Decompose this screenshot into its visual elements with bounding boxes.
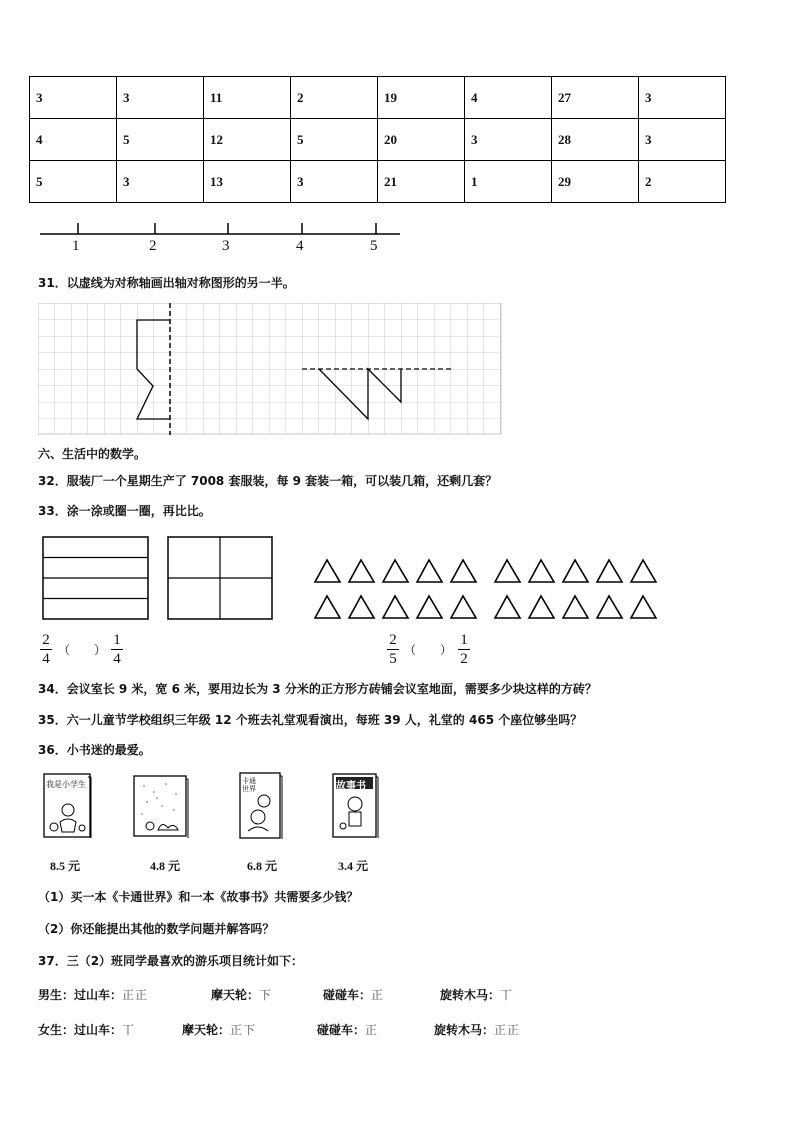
- fraction-rectangles: [42, 536, 278, 622]
- row-label: 女生：: [38, 1023, 75, 1037]
- table-cell: 27: [552, 77, 639, 119]
- book-price: 8.5 元: [50, 859, 81, 873]
- table-row: [30, 161, 726, 203]
- table-cell: 13: [204, 161, 291, 203]
- book-title: 我是小学生: [46, 780, 86, 789]
- fraction-numerator: 1: [460, 632, 468, 648]
- number-line-label: 3: [222, 238, 230, 254]
- question-32: 32．服装厂一个星期生产了 7008 套服装，每 9 套装一箱，可以装几箱，还剩几套？: [38, 474, 498, 488]
- question-37: 37．三（2）班同学最喜欢的游乐项目统计如下：: [38, 954, 304, 968]
- tally-mark: 正下: [230, 1023, 257, 1037]
- table-cell: 20: [378, 119, 465, 161]
- fraction: [458, 632, 470, 667]
- fraction: [40, 632, 52, 667]
- answer-blank[interactable]: （ ）: [404, 643, 453, 657]
- table-cell: 4: [465, 77, 552, 119]
- table-cell: 29: [552, 161, 639, 203]
- tally-mark: 丅: [500, 988, 514, 1002]
- tally-mark: 下: [259, 988, 273, 1002]
- fraction-numerator: 2: [42, 632, 50, 648]
- question-31: 31．以虚线为对称轴画出轴对称图形的另一半。: [38, 276, 295, 290]
- book-title: 卡通世界: [242, 777, 256, 793]
- item-name: 旋转木马：: [434, 1023, 495, 1037]
- fraction: [111, 632, 123, 667]
- answer-blank[interactable]: （ ）: [58, 643, 107, 657]
- table-cell: 28: [552, 119, 639, 161]
- table-cell: 2: [639, 161, 726, 203]
- table-cell: 5: [30, 161, 117, 203]
- table-cell: 19: [378, 77, 465, 119]
- tally-mark: 正: [365, 1023, 379, 1037]
- table-cell: 1: [465, 161, 552, 203]
- triangle-groups: [312, 556, 657, 626]
- table-cell: 3: [465, 119, 552, 161]
- question-36-1: （1）买一本《卡通世界》和一本《故事书》共需要多少钱？: [38, 890, 359, 904]
- table-cell: 21: [378, 161, 465, 203]
- table-cell: 11: [204, 77, 291, 119]
- fraction-denominator: 5: [389, 651, 397, 667]
- item-name: 碰碰车：: [317, 1023, 366, 1037]
- fraction-numerator: 1: [113, 632, 121, 648]
- question-34: 34．会议室长 9 米，宽 6 米，要用边长为 3 分米的正方形方砖铺会议室地面，需要多少块这样的方砖？: [38, 682, 597, 696]
- tally-mark: 丅: [122, 1023, 136, 1037]
- item-name: 摩天轮：: [182, 1023, 231, 1037]
- book-price: 3.4 元: [338, 859, 369, 873]
- data-table: [29, 76, 726, 203]
- tally-mark: 正: [371, 988, 385, 1002]
- section-title: 六、生活中的数学。: [38, 447, 147, 461]
- fraction-denominator: 2: [460, 651, 468, 667]
- table-cell: 3: [117, 161, 204, 203]
- symmetry-grid: [38, 303, 502, 435]
- table-cell: 3: [117, 77, 204, 119]
- book-title: 故事书: [336, 781, 366, 792]
- fraction: [387, 632, 399, 667]
- number-line-label: 1: [72, 238, 80, 254]
- row-label: 男生：: [38, 988, 75, 1002]
- item-name: 摩天轮：: [211, 988, 260, 1002]
- table-cell: 5: [117, 119, 204, 161]
- item-name: 过山车：: [74, 1023, 123, 1037]
- question-33: 33．涂一涂或圈一圈，再比比。: [38, 504, 211, 518]
- table-cell: 5: [291, 119, 378, 161]
- table-cell: 3: [30, 77, 117, 119]
- book-price: 6.8 元: [247, 859, 278, 873]
- table-cell: 3: [639, 119, 726, 161]
- question-36: 36．小书迷的最爱。: [38, 743, 151, 757]
- fraction-denominator: 4: [42, 651, 50, 667]
- number-line-label: 2: [149, 238, 157, 254]
- item-name: 过山车：: [74, 988, 123, 1002]
- table-cell: 3: [291, 161, 378, 203]
- item-name: 旋转木马：: [440, 988, 501, 1002]
- table-cell: 3: [639, 77, 726, 119]
- question-36-2: （2）你还能提出其他的数学问题并解答吗？: [38, 922, 275, 936]
- book-icon: [132, 774, 190, 840]
- number-line-label: 4: [296, 238, 304, 254]
- fraction-numerator: 2: [389, 632, 397, 648]
- tally-mark: 正正: [494, 1023, 521, 1037]
- tally-mark: 正正: [122, 988, 149, 1002]
- table-cell: 2: [291, 77, 378, 119]
- number-line-label: 5: [370, 238, 378, 254]
- fraction-denominator: 4: [113, 651, 121, 667]
- question-35: 35．六一儿童节学校组织三年级 12 个班去礼堂观看演出，每班 39 人，礼堂的 465 个座位够坐吗？: [38, 713, 583, 727]
- tally-row-boys: [38, 986, 758, 1006]
- book-price: 4.8 元: [150, 859, 181, 873]
- tally-row-girls: [38, 1021, 758, 1041]
- table-row: [30, 77, 726, 119]
- table-row: [30, 119, 726, 161]
- table-cell: 4: [30, 119, 117, 161]
- table-cell: 12: [204, 119, 291, 161]
- item-name: 碰碰车：: [323, 988, 372, 1002]
